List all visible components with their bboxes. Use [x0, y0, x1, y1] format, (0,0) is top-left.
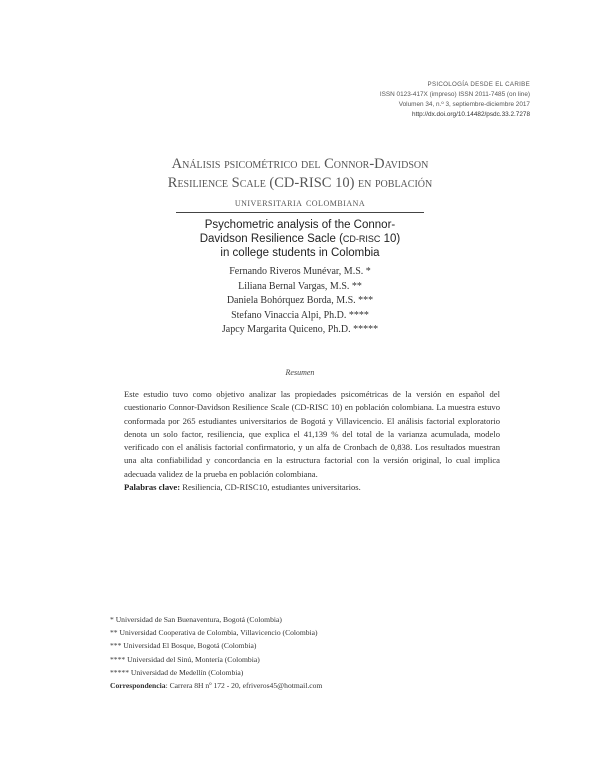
footnotes [110, 613, 510, 692]
keywords-text: Resiliencia, CD-RISC10, estudiantes universitarios. [180, 482, 361, 493]
title-es-line-1: Análisis psicométrico del Connor-Davidson [171, 156, 429, 172]
title-english [160, 218, 440, 260]
author-list [190, 265, 410, 338]
title-en-line-1: Psychometric analysis of the Connor- [204, 219, 396, 231]
abstract-section [124, 388, 500, 494]
journal-name: PSICOLOGÍA DESDE EL CARIBE [427, 81, 530, 88]
title-en-line-2a: Davidson Resilience Sacle ( [199, 233, 343, 245]
title-en-line-3: in college students in Colombia [220, 247, 380, 259]
author-2: Liliana Bernal Vargas, M.S. ** [238, 280, 362, 292]
footnote-3: *** Universidad El Bosque, Bogotá (Colombia) [110, 641, 257, 651]
journal-header [270, 80, 530, 120]
title-en-line-2b: CD-RISC [342, 234, 381, 244]
abstract-text: Este estudio tuvo como objetivo analizar las propiedades psicométricas de la versión en español del cuestionario Connor-Davidson Resilience Scale (CD-RISC 10) en población colombiana. La muestra estuvo conformada por 265 estudiantes universitarios de Bogotá y Villavicencio. El análisis factorial exploratorio denota un solo factor, resiliencia, que explica el 41,139 % del total de la varianza acumulada, modelo verificado con el análisis factorial confirmatorio, y un alfa de Cronbach de 0,838. Los resultados muestran una alta confiabilidad y concordancia en la estructura factorial con la versión original, lo cual implica adecuada validez de la prueba en población colombiana. [124, 389, 500, 479]
author-3: Daniela Bohórquez Borda, M.S. *** [226, 295, 374, 306]
footnote-4: **** Universidad del Sinú, Montería (Colombia) [110, 654, 260, 664]
keywords-label: Palabras clave: [124, 482, 181, 493]
author-1: Fernando Riveros Munévar, M.S. * [229, 266, 371, 277]
correspondence-text: : Carrera 8H nº 172 - 20, efriveros45@hotmail.com [165, 681, 323, 691]
correspondence [110, 679, 510, 692]
title-en-line-2 [160, 232, 440, 246]
title-es-line-2: Resilience Scale (CD-RISC 10) en población [167, 175, 433, 191]
title-en-line-2c: 10) [380, 233, 401, 245]
title-spanish [120, 155, 480, 212]
keywords [124, 481, 500, 494]
footnote-5: ***** Universidad de Medellín (Colombia) [110, 667, 244, 677]
title-divider [176, 212, 424, 213]
correspondence-label: Correspondencia [110, 681, 166, 691]
author-5: Japcy Margarita Quiceno, Ph.D. ***** [221, 324, 379, 335]
resumen-heading: Resumen [285, 368, 315, 377]
journal-volume: Volumen 34, n.º 3, septiembre-diciembre 2017 [398, 101, 530, 108]
footnote-2: ** Universidad Cooperativa de Colombia, Villavicencio (Colombia) [110, 628, 318, 638]
footnote-1: * Universidad de San Buenaventura, Bogotá (Colombia) [110, 615, 282, 624]
doi-link[interactable]: http://dx.doi.org/10.14482/psdc.33.2.7278 [412, 111, 530, 118]
author-4: Stefano Vinaccia Alpi, Ph.D. **** [231, 309, 369, 321]
journal-issn: ISSN 0123-417X (impreso) ISSN 2011-7485 (on line) [379, 91, 530, 98]
title-es-line-3: universitaria colombiana [234, 195, 366, 209]
